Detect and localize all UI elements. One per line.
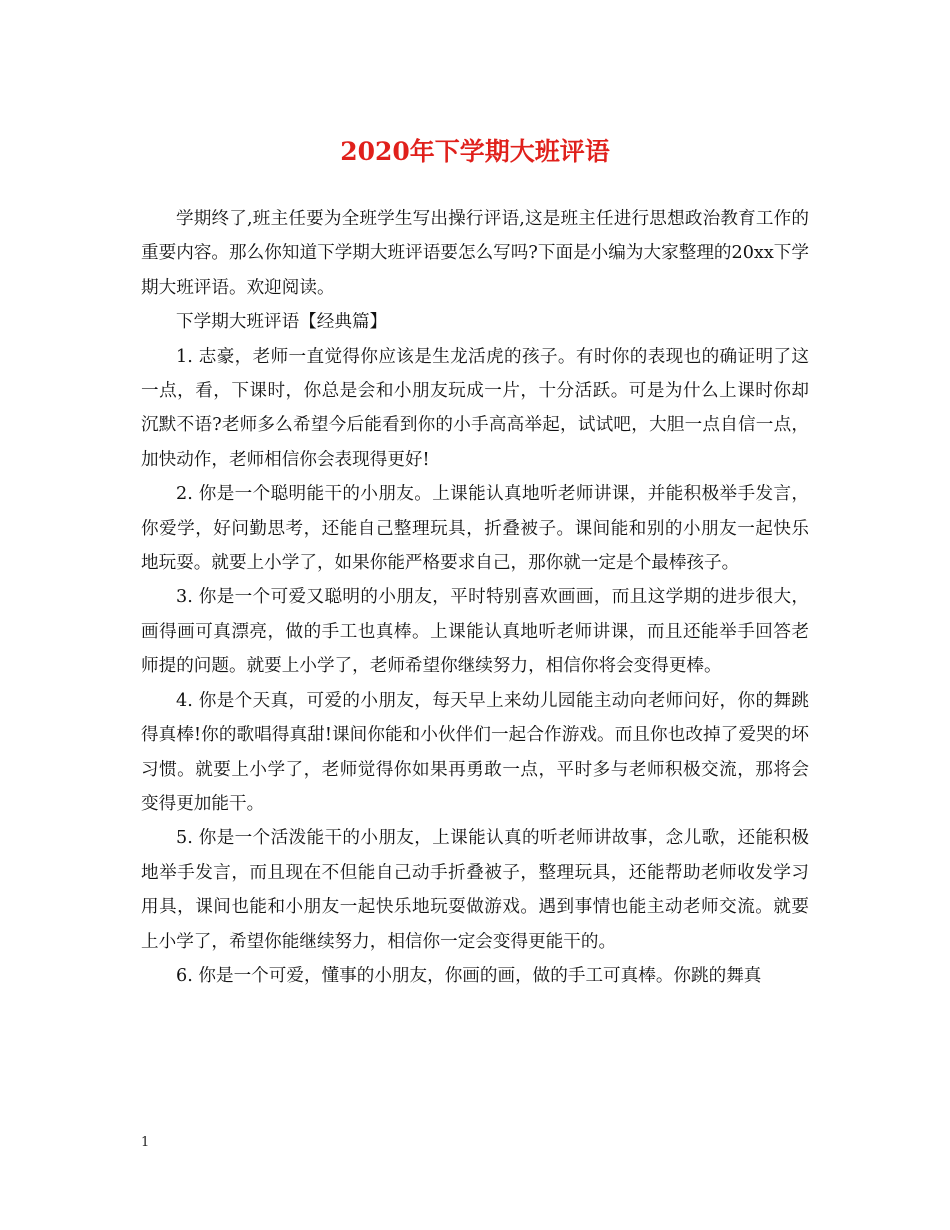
list-item: 2. 你是一个聪明能干的小朋友。上课能认真地听老师讲课，并能积极举手发言，你爱学，好问勤思考，还能自己整理玩具，折叠被子。课间能和别的小朋友一起快乐地玩耍。就要上小学了，如果你能严格要求自己，那你就一定是个最棒孩子。 — [141, 484, 809, 574]
list-item: 4. 你是个天真，可爱的小朋友，每天早上来幼儿园能主动向老师问好，你的舞跳得真棒!你的歌唱得真甜!课间你能和小伙伴们一起合作游戏。而且你也改掉了爱哭的坏习惯。就要上小学了，老师觉得你如果再勇敢一点，平时多与老师积极交流，那将会变得更加能干。 — [141, 690, 809, 814]
intro-paragraph: 学期终了,班主任要为全班学生写出操行评语,这是班主任进行思想政治教育工作的重要内容。那么你知道下学期大班评语要怎么写吗?下面是小编为大家整理的20xx下学期大班评语。欢迎阅读。 — [141, 209, 809, 298]
list-item: 6. 你是一个可爱，懂事的小朋友，你画的画，做的手工可真棒。你跳的舞真 — [176, 965, 762, 986]
list-item: 5. 你是一个活泼能干的小朋友，上课能认真的听老师讲故事，念儿歌，还能积极地举手发言，而且现在不但能自己动手折叠被子，整理玩具，还能帮助老师收发学习用具，课间也能和小朋友一起快乐地玩耍做游戏。遇到事情也能主动老师交流。就要上小学了，希望你能继续努力，相信你一定会变得更能干的。 — [141, 828, 809, 952]
page-number: 1 — [141, 1135, 150, 1150]
section-heading: 下学期大班评语【经典篇】 — [176, 312, 388, 333]
list-item: 1. 志豪，老师一直觉得你应该是生龙活虎的孩子。有时你的表现也的确证明了这一点，看，下课时，你总是会和小朋友玩成一片，十分活跃。可是为什么上课时你却沉默不语?老师多么希望今后能看到你的小手高高举起，试试吧，大胆一点自信一点，加快动作，老师相信你会表现得更好! — [141, 346, 809, 470]
list-item: 3. 你是一个可爱又聪明的小朋友，平时特别喜欢画画，而且这学期的进步很大，画得画可真漂亮，做的手工也真棒。上课能认真地听老师讲课，而且还能举手回答老师提的问题。就要上小学了，老师希望你继续努力，相信你将会变得更棒。 — [141, 587, 809, 677]
document-title: 2020年下学期大班评语 — [340, 137, 610, 166]
document-body — [141, 202, 809, 993]
